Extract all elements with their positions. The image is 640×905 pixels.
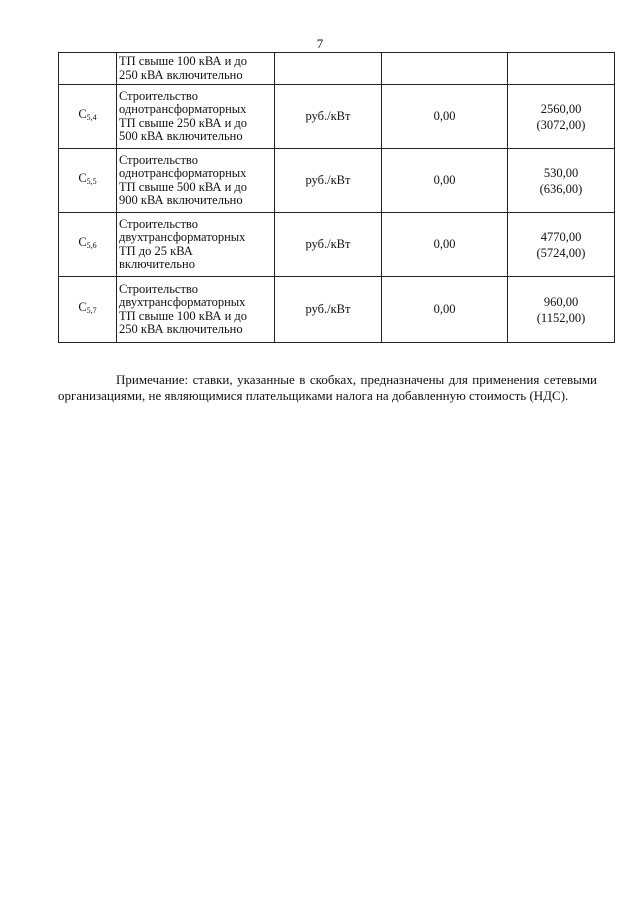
- rates-table: [58, 52, 615, 343]
- zero-rate-cell: 0,00: [382, 277, 508, 343]
- rate-name-line: включительно: [119, 257, 195, 271]
- rate-name-cell: [117, 85, 275, 149]
- rate-name-cell: [117, 149, 275, 213]
- rate-code-cell: [59, 213, 117, 277]
- table-row: [59, 53, 615, 85]
- table-row: [59, 213, 615, 277]
- rate-name-line: ТП свыше 100 кВА и до: [119, 54, 248, 68]
- zero-rate-cell: 0,00: [382, 85, 508, 149]
- rate-name-line: двухтрансформаторных: [119, 295, 246, 309]
- rate-code: C: [78, 171, 87, 186]
- rate-value: 960,00: [543, 294, 579, 309]
- unit-cell: руб./кВт: [275, 213, 382, 277]
- rate-value-no-vat: (1152,00): [536, 310, 586, 325]
- rate-value-no-vat: (3072,00): [536, 117, 586, 132]
- zero-rate-cell: 0,00: [382, 149, 508, 213]
- rate-name-line: 500 кВА включительно: [119, 129, 243, 143]
- rate-value-cell: [508, 149, 615, 213]
- rate-code: C: [78, 107, 87, 122]
- rate-code: C: [78, 300, 87, 315]
- rate-value-cell: [508, 53, 615, 85]
- rate-name-line: однотрансформаторных: [119, 166, 247, 180]
- note-paragraph: Примечание: ставки, указанные в скобках, предназначены для применения сетевыми организациями, не являющимися плательщиками налога на добавленную стоимость (НДС).: [58, 372, 597, 403]
- rate-name-line: 250 кВА включительно: [119, 67, 243, 82]
- table-row: [59, 85, 615, 149]
- rate-code-cell: [59, 149, 117, 213]
- rate-value-cell: [508, 277, 615, 343]
- rate-name-line: Строительство: [119, 216, 199, 231]
- unit-cell: руб./кВт: [275, 149, 382, 213]
- rate-value-no-vat: (5724,00): [536, 245, 586, 260]
- rate-code-subscript: 5,5: [86, 177, 97, 187]
- unit-cell: руб./кВт: [275, 85, 382, 149]
- table-row: [59, 149, 615, 213]
- rate-name-line: ТП свыше 100 кВА и до: [119, 308, 248, 323]
- rate-name-line: однотрансформаторных: [119, 102, 247, 116]
- rate-code-cell: [59, 53, 117, 85]
- zero-rate-cell: 0,00: [382, 213, 508, 277]
- rate-name-line: двухтрансформаторных: [119, 230, 246, 244]
- rate-name-line: 900 кВА включительно: [119, 193, 243, 207]
- rate-name-cell: [117, 277, 275, 343]
- rate-value-cell: [508, 213, 615, 277]
- rate-value: 2560,00: [540, 101, 582, 116]
- rate-name-line: Строительство: [119, 281, 199, 296]
- rate-name-line: ТП до 25 кВА: [119, 243, 193, 258]
- rate-code-subscript: 5,7: [86, 306, 97, 316]
- rate-name-line: Строительство: [119, 152, 199, 167]
- rate-code: C: [78, 235, 87, 250]
- rate-value: 530,00: [543, 165, 579, 180]
- rate-name-line: Строительство: [119, 88, 199, 103]
- rate-name-line: ТП свыше 250 кВА и до: [119, 115, 248, 130]
- rate-code-cell: [59, 85, 117, 149]
- rate-name-cell: [117, 213, 275, 277]
- rate-value: 4770,00: [540, 229, 582, 244]
- rate-code-subscript: 5,4: [86, 113, 97, 123]
- rate-value-cell: [508, 85, 615, 149]
- zero-rate-cell: [382, 53, 508, 85]
- page-number: 7: [316, 36, 324, 51]
- rate-code-cell: [59, 277, 117, 343]
- rate-name-line: 250 кВА включительно: [119, 322, 243, 336]
- table-row: [59, 277, 615, 343]
- rate-name-line: ТП свыше 500 кВА и до: [119, 179, 248, 194]
- unit-cell: [275, 53, 382, 85]
- rate-code-subscript: 5,6: [86, 241, 97, 251]
- unit-cell: руб./кВт: [275, 277, 382, 343]
- rate-value-no-vat: (636,00): [539, 181, 583, 196]
- rate-name-cell: [117, 53, 275, 85]
